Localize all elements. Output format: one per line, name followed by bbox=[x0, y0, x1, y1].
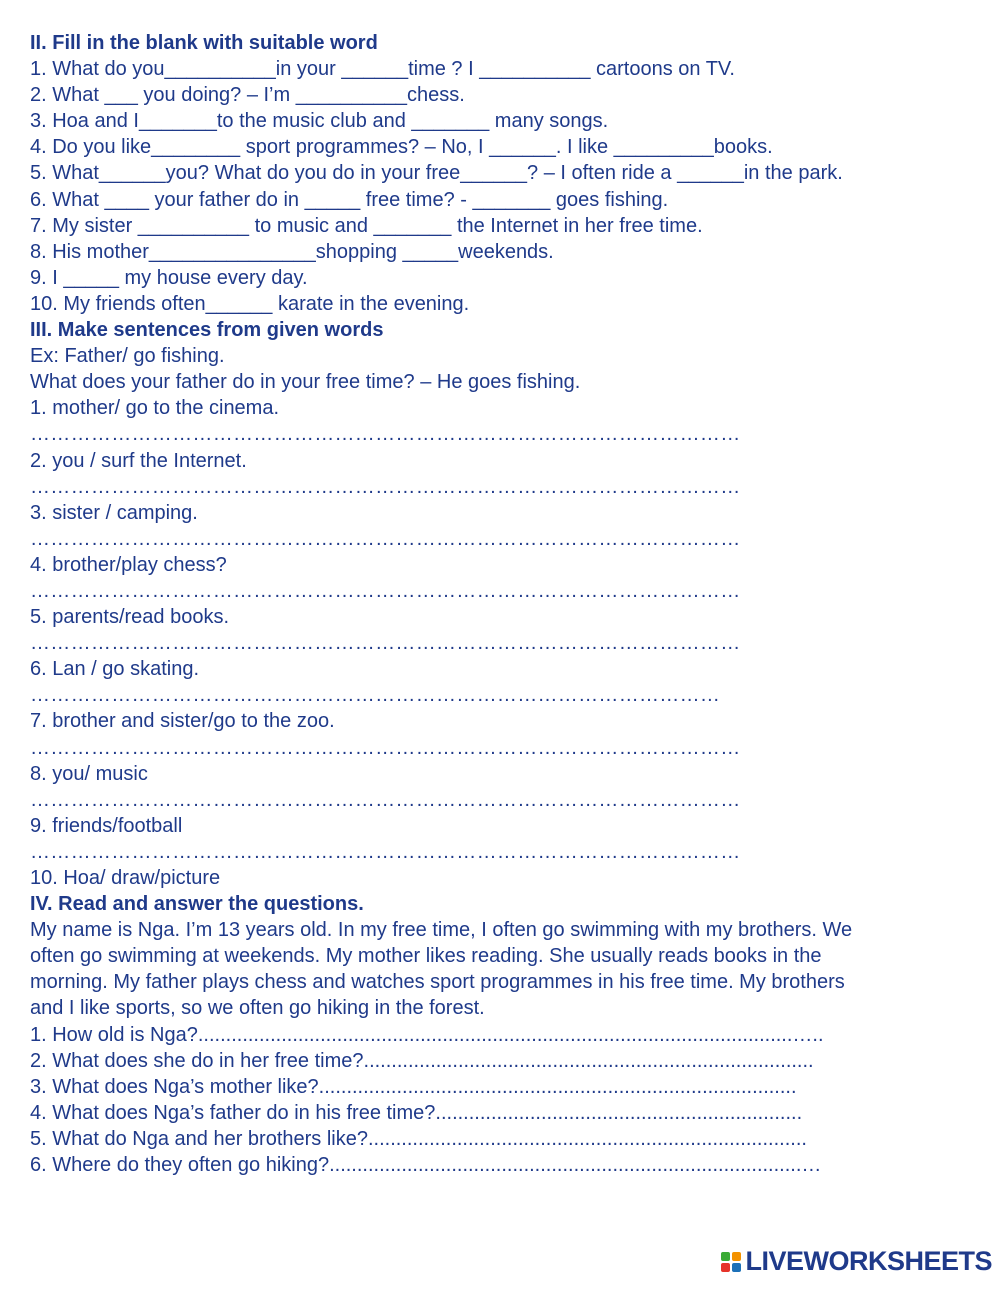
logo-square bbox=[732, 1252, 741, 1261]
reading-question[interactable]: 3. What does Nga’s mother like?...................................................................................... bbox=[30, 1075, 797, 1098]
section-3-heading: III. Make sentences from given words bbox=[30, 319, 384, 342]
fill-blank-item: 6. What ____ your father do in _____ free time? - _______ goes fishing. bbox=[30, 188, 669, 211]
reading-question[interactable]: 6. Where do they often go hiking?.....................................................................................… bbox=[30, 1154, 822, 1177]
answer-line[interactable]: …………………………………………………………………………………………… bbox=[30, 475, 741, 498]
liveworksheets-logo-icon bbox=[721, 1252, 741, 1272]
fill-blank-item: 8. His mother_______________shopping _____weekends. bbox=[30, 240, 554, 263]
fill-blank-item: 7. My sister __________ to music and _______ the Internet in her free time. bbox=[30, 214, 703, 237]
worksheet-page bbox=[30, 30, 975, 1178]
logo-square bbox=[732, 1263, 741, 1272]
answer-line[interactable]: ………………………………………………………………………………………… bbox=[30, 684, 721, 707]
passage-line: My name is Nga. I’m 13 years old. In my free time, I often go swimming with my brothers. We bbox=[30, 919, 853, 942]
sentence-prompt: 9. friends/football bbox=[30, 814, 183, 837]
fill-blank-item: 5. What______you? What do you do in your free______? – I often ride a ______in the park. bbox=[30, 162, 843, 185]
liveworksheets-logo[interactable] bbox=[721, 1246, 992, 1277]
logo-text: LIVEWORKSHEETS bbox=[745, 1246, 992, 1276]
sentence-prompt: 7. brother and sister/go to the zoo. bbox=[30, 710, 335, 733]
fill-blank-item: 1. What do you__________in your ______time ? I __________ cartoons on TV. bbox=[30, 58, 735, 81]
sentence-prompt: 4. brother/play chess? bbox=[30, 553, 227, 576]
reading-question[interactable]: 4. What does Nga’s father do in his free time?.................................................................. bbox=[30, 1101, 803, 1124]
section-4-heading: IV. Read and answer the questions. bbox=[30, 893, 364, 916]
fill-blank-item: 9. I _____ my house every day. bbox=[30, 266, 308, 289]
logo-square bbox=[721, 1263, 730, 1272]
fill-blank-item: 2. What ___ you doing? – I’m __________chess. bbox=[30, 84, 465, 107]
passage-line: morning. My father plays chess and watches sport programmes in his free time. My brothers bbox=[30, 971, 845, 994]
answer-line[interactable]: …………………………………………………………………………………………… bbox=[30, 840, 741, 863]
sentence-prompt: 10. Hoa/ draw/picture bbox=[30, 867, 221, 889]
fill-blank-item: 10. My friends often______ karate in the evening. bbox=[30, 292, 470, 315]
sentence-prompt: 5. parents/read books. bbox=[30, 606, 230, 629]
sentence-prompt: 3. sister / camping. bbox=[30, 501, 198, 524]
sentence-prompt: 6. Lan / go skating. bbox=[30, 658, 200, 681]
reading-question[interactable]: 2. What does she do in her free time?................................................................................. bbox=[30, 1049, 814, 1072]
answer-line[interactable]: …………………………………………………………………………………………… bbox=[30, 579, 741, 602]
answer-line[interactable]: …………………………………………………………………………………………… bbox=[30, 632, 741, 655]
sentence-prompt: 2. you / surf the Internet. bbox=[30, 449, 247, 472]
reading-question[interactable]: 1. How old is Nga?...........................................................................................................….. bbox=[30, 1023, 824, 1046]
answer-line[interactable]: …………………………………………………………………………………………… bbox=[30, 788, 741, 811]
fill-blank-item: 4. Do you like________ sport programmes? – No, I ______. I like _________books. bbox=[30, 136, 773, 159]
sentence-prompt: 8. you/ music bbox=[30, 762, 148, 785]
answer-line[interactable]: …………………………………………………………………………………………… bbox=[30, 527, 741, 550]
passage-line: and I like sports, so we often go hiking in the forest. bbox=[30, 997, 485, 1020]
sentence-prompt: 1. mother/ go to the cinema. bbox=[30, 397, 280, 420]
fill-blank-item: 3. Hoa and I_______to the music club and _______ many songs. bbox=[30, 110, 609, 133]
example-prompt: Ex: Father/ go fishing. bbox=[30, 345, 225, 368]
section-2-heading: II. Fill in the blank with suitable word bbox=[30, 32, 378, 54]
reading-question[interactable]: 5. What do Nga and her brothers like?............................................................................... bbox=[30, 1127, 807, 1150]
reading-passage bbox=[30, 917, 975, 1021]
logo-square bbox=[721, 1252, 730, 1261]
passage-line: often go swimming at weekends. My mother likes reading. She usually reads books in the bbox=[30, 945, 822, 968]
answer-line[interactable]: …………………………………………………………………………………………… bbox=[30, 736, 741, 759]
answer-line[interactable]: …………………………………………………………………………………………… bbox=[30, 423, 741, 446]
example-answer: What does your father do in your free time? – He goes fishing. bbox=[30, 371, 581, 394]
